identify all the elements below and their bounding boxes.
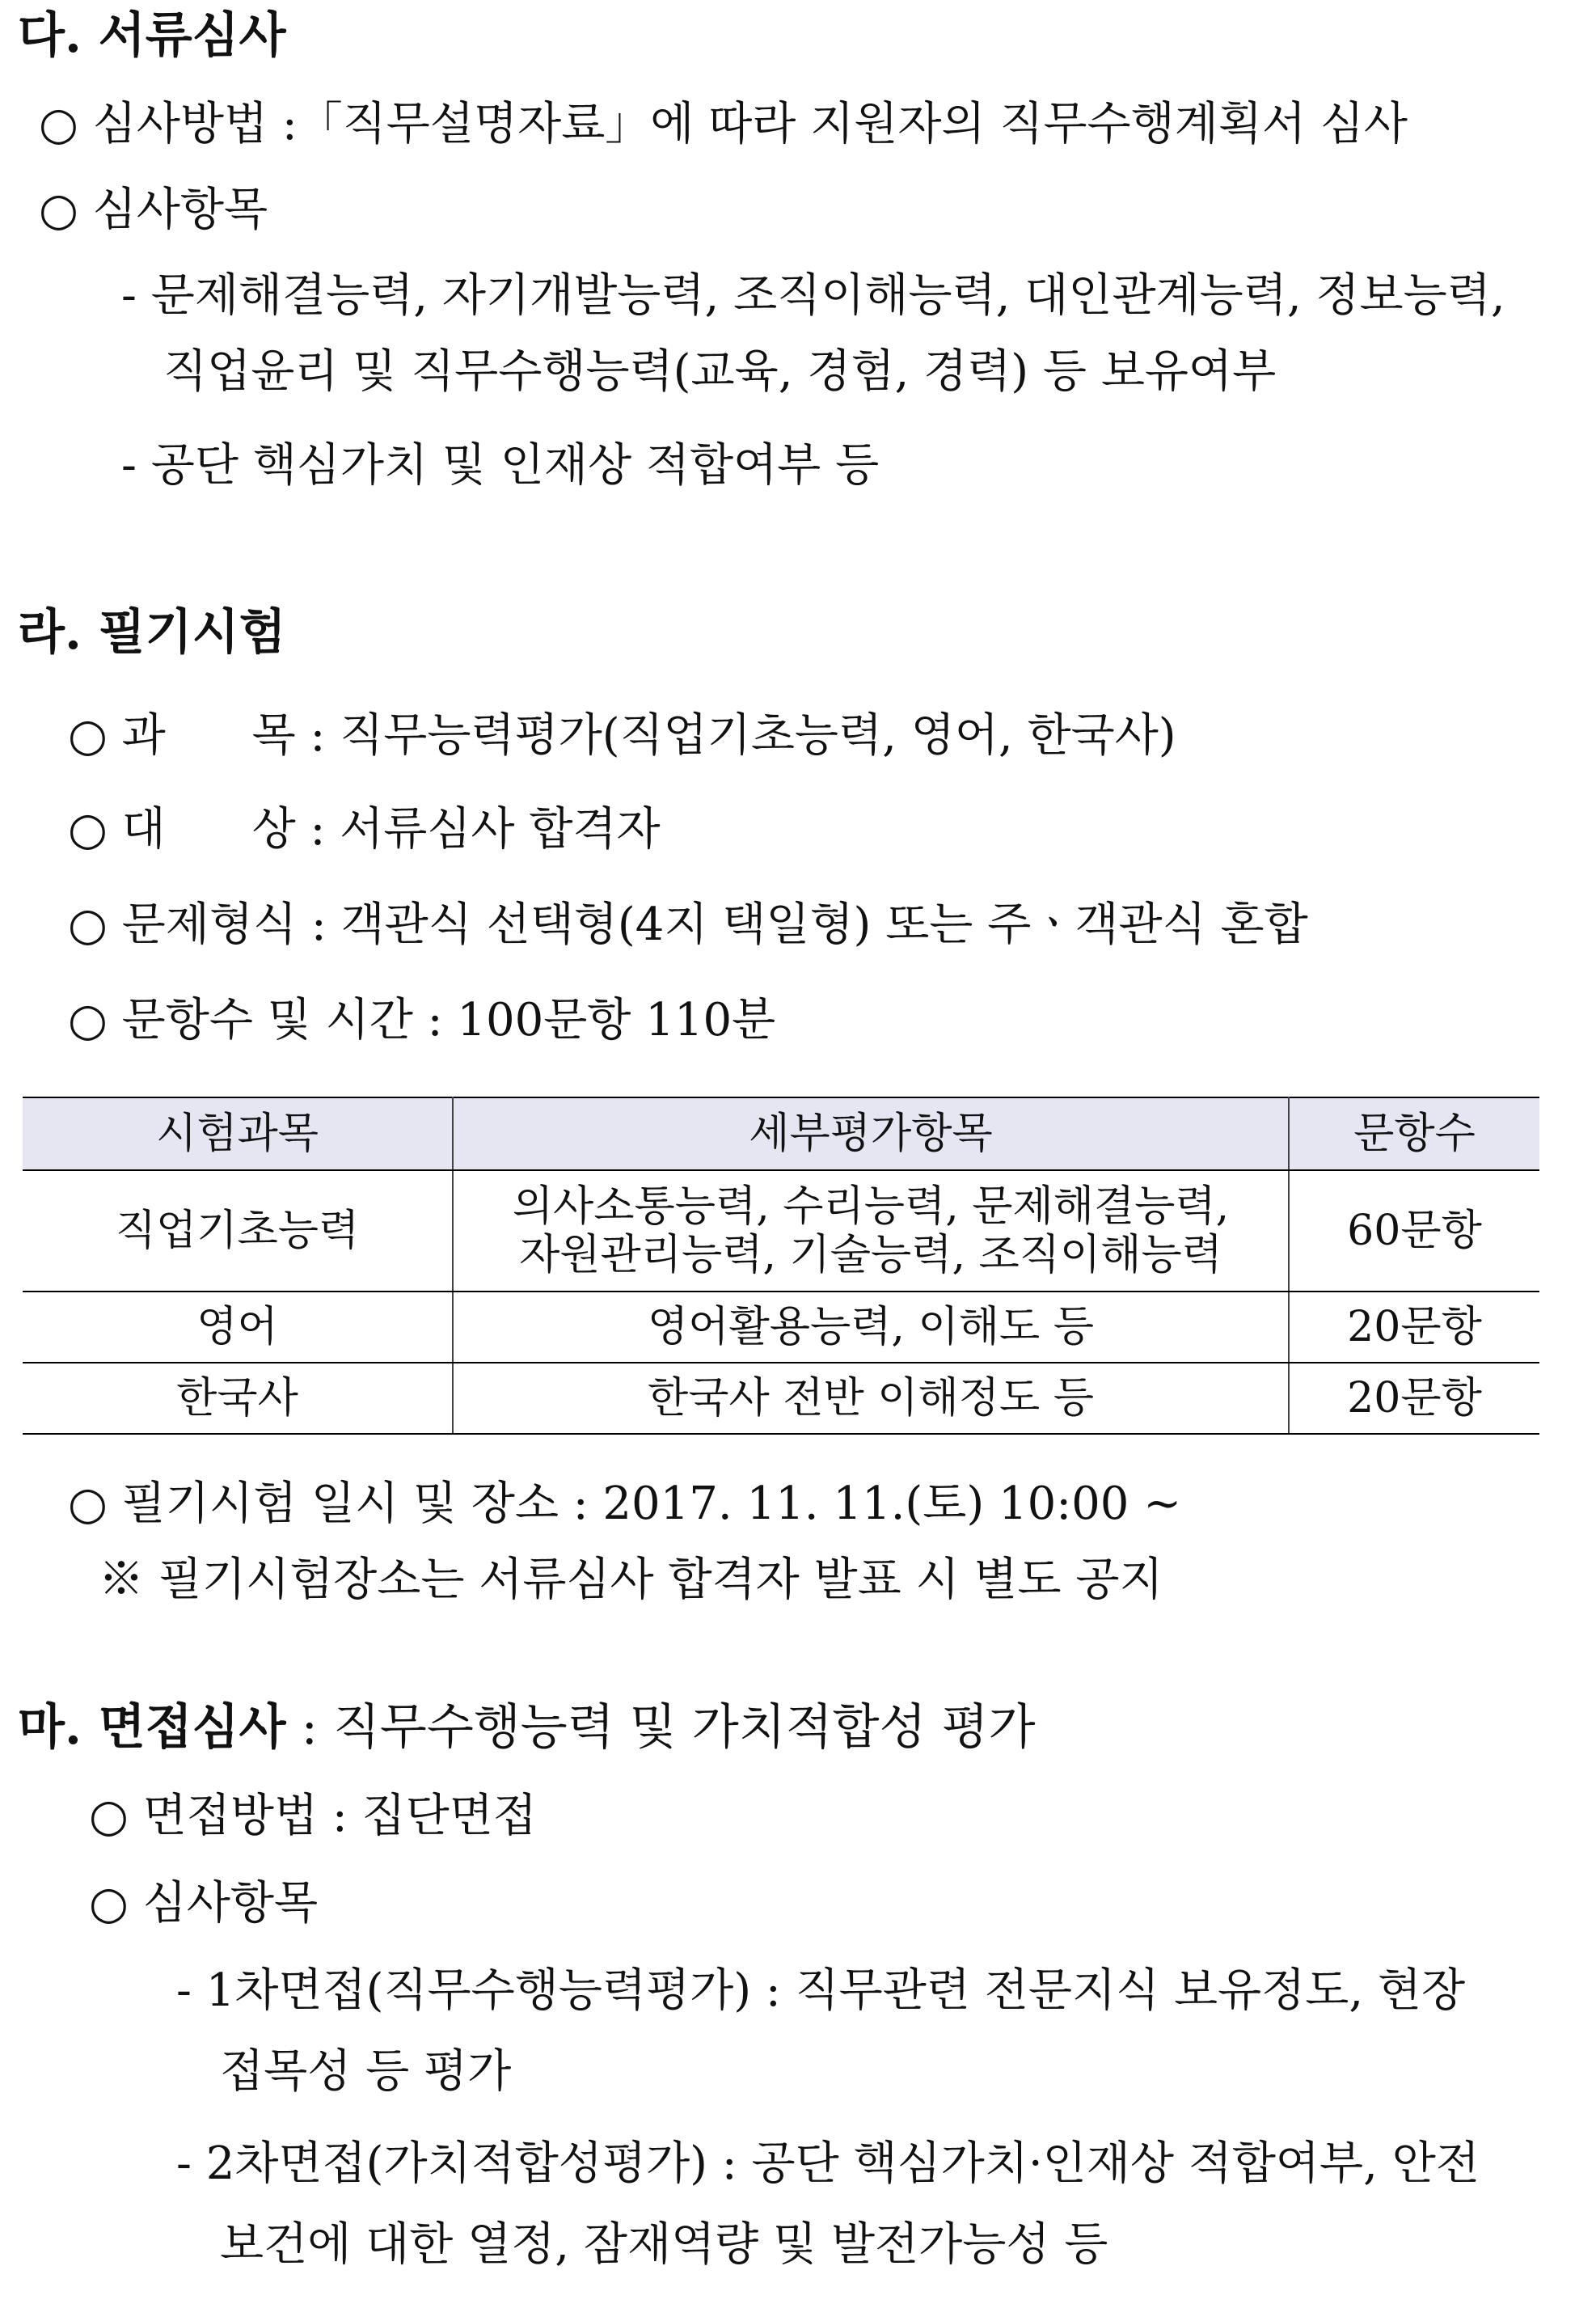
- section-ma-title: [18, 1698, 1036, 1757]
- ma-item1-line2: 접목성 등 평가: [220, 2045, 512, 2098]
- cell-subject: 영어: [23, 1292, 453, 1363]
- ra-subject-line: ○ 과 목 : 직무능력평가(직업기초능력, 영어, 한국사): [68, 709, 1176, 762]
- ra-schedule-line: ○ 필기시험 일시 및 장소 : 2017. 11. 11.(토) 10:00 ~: [68, 1478, 1182, 1530]
- th-detail: 세부평가항목: [453, 1097, 1289, 1170]
- cell-detail-line1: 의사소통능력, 수리능력, 문제해결능력,: [512, 1182, 1230, 1231]
- cell-detail: 한국사 전반 이해정도 등: [453, 1363, 1289, 1434]
- ra-count-line: ○ 문항수 및 시간 : 100문항 110분: [68, 994, 776, 1046]
- section-da-title: 다. 서류심사: [18, 7, 286, 64]
- cell-detail: [453, 1170, 1289, 1292]
- ma-items-heading: ○ 심사항목: [89, 1877, 319, 1930]
- cell-subject: 한국사: [23, 1363, 453, 1434]
- th-count: 문항수: [1289, 1097, 1539, 1170]
- th-subject: 시험과목: [23, 1097, 453, 1170]
- table-header-row: [23, 1097, 1539, 1170]
- exam-table: [23, 1097, 1539, 1435]
- ra-note-line: ※ 필기시험장소는 서류심사 합격자 발표 시 별도 공지: [99, 1554, 1163, 1606]
- cell-subject: 직업기초능력: [23, 1170, 453, 1292]
- table-row: [23, 1170, 1539, 1292]
- ma-item2-line2: 보건에 대한 열정, 잠재역량 및 발전가능성 등: [220, 2218, 1108, 2271]
- cell-count: 20문항: [1289, 1292, 1539, 1363]
- section-ma-title-label: 마. 면접심사: [18, 1699, 286, 1756]
- da-item1-line1: - 문제해결능력, 자기개발능력, 조직이해능력, 대인관계능력, 정보능력,: [121, 269, 1505, 322]
- ma-method-line: ○ 면접방법 : 집단면접: [89, 1790, 537, 1842]
- da-items-heading: ○ 심사항목: [39, 184, 268, 236]
- section-ma-title-rest: : 직무수행능력 및 가치적합성 평가: [285, 1699, 1036, 1756]
- cell-detail: 영어활용능력, 이해도 등: [453, 1292, 1289, 1363]
- section-ra-title: 라. 필기시험: [18, 604, 286, 661]
- table-row: [23, 1363, 1539, 1434]
- da-item1-line2: 직업윤리 및 직무수행능력(교육, 경험, 경력) 등 보유여부: [163, 345, 1277, 398]
- table-row: [23, 1292, 1539, 1363]
- cell-count: 20문항: [1289, 1363, 1539, 1434]
- ra-target-line: ○ 대 상 : 서류심사 합격자: [68, 803, 661, 856]
- da-item2: - 공단 핵심가치 및 인재상 적합여부 등: [121, 439, 880, 492]
- ma-item2-line1: - 2차면접(가치적합성평가) : 공단 핵심가치·인재상 적합여부, 안전: [176, 2137, 1480, 2190]
- cell-detail-line2: 자원관리능력, 기술능력, 조직이해능력: [519, 1231, 1222, 1279]
- ra-format-line: ○ 문제형식 : 객관식 선택형(4지 택일형) 또는 주ㆍ객관식 혼합: [68, 898, 1308, 951]
- cell-count: 60문항: [1289, 1170, 1539, 1292]
- da-method-line: ○ 심사방법 :「직무설명자료」에 따라 지원자의 직무수행계획서 심사: [39, 98, 1408, 150]
- ma-item1-line1: - 1차면접(직무수행능력평가) : 직무관련 전문지식 보유정도, 현장: [176, 1964, 1466, 2017]
